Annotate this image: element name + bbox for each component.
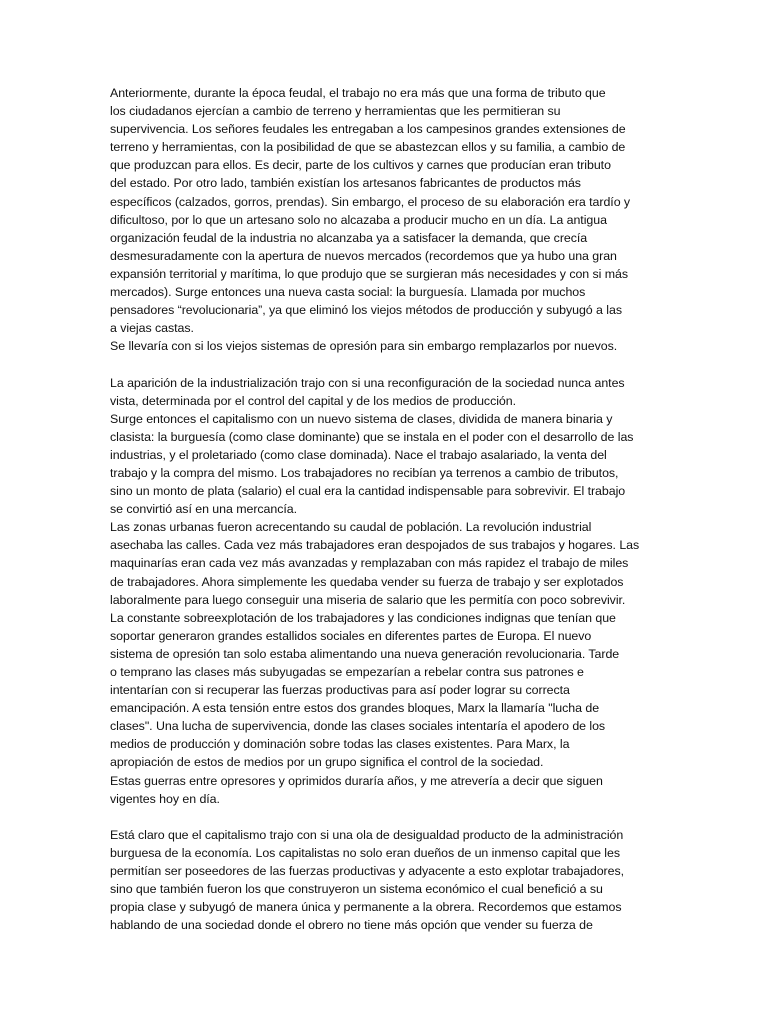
document-page [110,84,662,934]
text-line: los ciudadanos ejercían a cambio de terreno y herramientas que les permitieran su [110,104,561,119]
text-line: intentarían con si recuperar las fuerzas productivas para así poder lograr su correcta [110,683,570,698]
text-line: soportar generaron grandes estallidos sociales en diferentes partes de Europa. El nuevo [110,628,592,643]
text-line: terreno y herramientas, con la posibilidad de que se abastezcan ellos y su familia, a cambio de [110,140,626,155]
paragraph-3 [110,826,662,935]
text-line: supervivencia. Los señores feudales les entregaban a los campesinos grandes extensiones de [110,122,626,137]
text-line: se convirtió así en una mercancía. [110,502,298,517]
text-line: clasista: la burguesía (como clase dominante) que se instala en el poder con el desarrollo de las [110,429,634,444]
text-line: industrias, y el proletariado (como clase dominada). Nace el trabajo asalariado, la venta del [110,447,607,462]
paragraph-1 [110,84,662,355]
text-line: o temprano las clases más subyugadas se empezarían a rebelar contra sus patrones e [110,665,584,679]
text-line: Se llevaría con si los viejos sistemas de opresión para sin embargo remplazarlos por nuevos. [110,339,618,354]
text-line: clases". Una lucha de supervivencia, donde las clases sociales intentaría el apodero de los [110,719,606,734]
text-line: vigentes hoy en día. [110,791,220,806]
text-line: vista, determinada por el control del capital y de los medios de producción. [110,393,517,408]
text-line: sino un monto de plata (salario) el cual era la cantidad indispensable para sobrevivir. El trabajo [110,484,626,499]
text-line: pensadores “revolucionaria”, ya que eliminó los viejos métodos de producción y subyugó a las [110,303,622,318]
text-line: desmesuradamente con la apertura de nuevos mercados (recordemos que ya hubo una gran [110,248,617,263]
text-line: mercados). Surge entonces una nueva casta social: la burguesía. Llamada por muchos [110,285,586,300]
text-line: a viejas castas. [110,321,194,336]
text-line: emancipación. A esta tensión entre estos dos grandes bloques, Marx la llamaría "lucha de [110,701,600,716]
text-line: laboralmente para luego conseguir una miseria de salario que les permitía con poco sobrevivir. [110,592,626,607]
text-line: propia clase y subyugó de manera única y permanente a la obrera. Recordemos que estamos [110,900,622,915]
text-line: que produzcan para ellos. Es decir, parte de los cultivos y carnes que producían eran tributo [110,158,611,173]
text-line: sino que también fueron los que construyeron un sistema económico el cual benefició a su [110,882,603,897]
text-line: medios de producción y dominación sobre todas las clases existentes. Para Marx, la [110,737,570,752]
paragraph-spacer [110,355,662,373]
text-line: permitían ser poseedores de las fuerzas productivas y adyacente a esto explotar trabajadores, [110,864,624,879]
text-line: Anteriormente, durante la época feudal, el trabajo no era más que una forma de tributo que [110,86,606,100]
text-line: Estas guerras entre opresores y oprimidos duraría años, y me atrevería a decir que siguen [110,773,603,788]
text-line: dificultoso, por lo que un artesano solo no alcazaba a producir mucho en un día. La antigua [110,212,607,227]
text-line: expansión territorial y marítima, lo que produjo que se surgieran más necesidades y con si más [110,266,629,281]
text-line: La aparición de la industrialización trajo con si una reconfiguración de la sociedad nunca antes [110,375,625,390]
text-line: del estado. Por otro lado, también existían los artesanos fabricantes de productos más [110,176,581,191]
text-line: Surge entonces el capitalismo con un nuevo sistema de clases, dividida de manera binaria y [110,411,613,426]
paragraph-2 [110,374,662,808]
text-line: La constante sobreexplotación de los trabajadores y las condiciones indignas que tenían que [110,610,616,625]
text-line: maquinarías eran cada vez más avanzadas y remplazaban con más rapidez el trabajo de miles [110,556,629,571]
text-line: Las zonas urbanas fueron acrecentando su caudal de población. La revolución industrial [110,520,592,535]
text-line: de trabajadores. Ahora simplemente les quedaba vender su fuerza de trabajo y ser explotados [110,574,624,589]
text-line: trabajo y la compra del mismo. Los trabajadores no recibían ya terrenos a cambio de tributos, [110,465,619,480]
text-line: apropiación de estos de medios por un grupo significa el control de la sociedad. [110,755,544,770]
text-line: hablando de una sociedad donde el obrero no tiene más opción que vender su fuerza de [110,918,593,933]
text-line: organización feudal de la industria no alcanzaba ya a satisfacer la demanda, que crecía [110,230,588,245]
text-line: burguesa de la economía. Los capitalistas no solo eran dueños de un inmenso capital que les [110,845,621,860]
paragraph-spacer [110,808,662,826]
text-line: asechaba las calles. Cada vez más trabajadores eran despojados de sus trabajos y hogares. Las [110,538,640,553]
text-line: específicos (calzados, gorros, prendas). Sin embargo, el proceso de su elaboración era tardío y [110,194,631,209]
text-line: sistema de opresión tan solo estaba alimentando una nueva generación revolucionaria. Tarde [110,646,620,661]
text-line: Está claro que el capitalismo trajo con si una ola de desigualdad producto de la administración [110,827,624,842]
